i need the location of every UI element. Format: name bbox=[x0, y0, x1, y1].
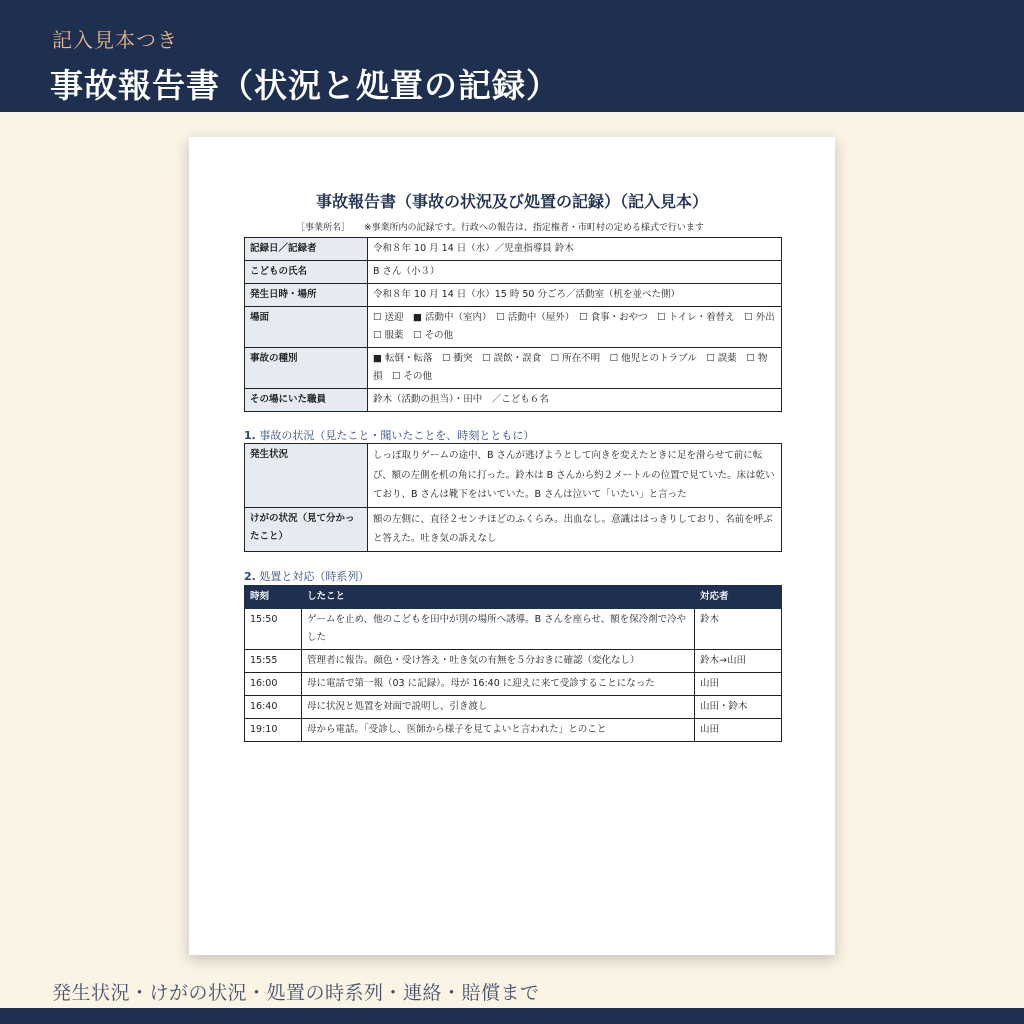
facility-note-text: ※事業所内の記録です。行政への報告は、指定権者・市町村の定める様式で行います bbox=[364, 223, 704, 233]
time-cell: 16:40 bbox=[245, 696, 302, 719]
staff-cell: 鈴木→山田 bbox=[695, 650, 782, 673]
table-row bbox=[245, 284, 782, 307]
info-label: 発生日時・場所 bbox=[245, 284, 368, 307]
time-cell: 19:10 bbox=[245, 719, 302, 742]
section-title: 処置と対応（時系列） bbox=[259, 570, 370, 583]
header-subtitle: 記入見本つき bbox=[52, 28, 178, 52]
table-row bbox=[245, 444, 782, 508]
document-preview bbox=[189, 137, 835, 955]
info-label: こどもの氏名 bbox=[245, 261, 368, 284]
situation-label: けがの状況（見て分かったこと） bbox=[245, 507, 368, 551]
table-header-row bbox=[245, 586, 782, 609]
document-title: 事故報告書（事故の状況及び処置の記録）（記入見本） bbox=[315, 192, 708, 211]
info-value: 令和８年 10 月 14 日（水）15 時 50 分ごろ／活動室（机を並べた側） bbox=[368, 284, 782, 307]
table-row bbox=[245, 696, 782, 719]
table-row bbox=[245, 719, 782, 742]
table-row bbox=[245, 238, 782, 261]
column-header: したこと bbox=[302, 586, 695, 609]
situation-value: しっぽ取りゲームの途中、B さんが逃げようとして向きを変えたときに足を滑らせて前に転び、額の左側を机の角に打った。鈴木は B さんから約２メートルの位置で見ていた。床は乾いており、B さんは靴下をはいていた。B さんは泣いて「いたい」と言った bbox=[368, 444, 782, 508]
section-heading bbox=[244, 568, 369, 584]
staff-cell: 鈴木 bbox=[695, 609, 782, 650]
action-cell: 母から電話。「受診し、医師から様子を見てよいと言われた」とのこと bbox=[302, 719, 695, 742]
table-row bbox=[245, 507, 782, 551]
time-cell: 16:00 bbox=[245, 673, 302, 696]
facility-label: ［事業所名］ bbox=[296, 223, 351, 233]
info-label: 場面 bbox=[245, 307, 368, 348]
footer-caption: 発生状況・けがの状況・処置の時系列・連絡・賠償まで bbox=[52, 982, 540, 1004]
header-bar bbox=[0, 0, 1024, 112]
action-cell: 母に状況と処置を対面で説明し、引き渡し bbox=[302, 696, 695, 719]
staff-cell: 山田 bbox=[695, 719, 782, 742]
action-cell: ゲームを止め、他のこどもを田中が別の場所へ誘導。B さんを座らせ、額を保冷剤で冷やした bbox=[302, 609, 695, 650]
time-cell: 15:50 bbox=[245, 609, 302, 650]
staff-cell: 山田 bbox=[695, 673, 782, 696]
section-heading bbox=[244, 427, 534, 443]
info-value: B さん（小３） bbox=[368, 261, 782, 284]
info-value: ■ 転倒・転落 ☐ 衝突 ☐ 誤飲・誤食 ☐ 所在不明 ☐ 他児とのトラブル ☐ 誤薬 ☐ 物損 ☐ その他 bbox=[368, 348, 782, 389]
situation-value: 額の左側に、直径２センチほどのふくらみ。出血なし。意識ははっきりしており、名前を呼ぶと答えた。吐き気の訴えなし bbox=[368, 507, 782, 551]
section-number: 1. bbox=[244, 429, 256, 442]
info-table bbox=[244, 237, 785, 412]
situation-table bbox=[244, 443, 782, 552]
table-row bbox=[245, 650, 782, 673]
table-row bbox=[245, 389, 782, 412]
header-title: 事故報告書（状況と処置の記録） bbox=[50, 66, 560, 105]
info-label: 事故の種別 bbox=[245, 348, 368, 389]
info-label: 記録日／記録者 bbox=[245, 238, 368, 261]
staff-cell: 山田・鈴木 bbox=[695, 696, 782, 719]
column-header: 対応者 bbox=[695, 586, 782, 609]
timeline-table bbox=[244, 585, 782, 742]
info-value: 鈴木（活動の担当）・田中 ／こども６名 bbox=[368, 389, 782, 412]
table-row bbox=[245, 609, 782, 650]
time-cell: 15:55 bbox=[245, 650, 302, 673]
table-row bbox=[245, 348, 782, 389]
table-row bbox=[245, 261, 782, 284]
table-row bbox=[245, 673, 782, 696]
section-number: 2. bbox=[244, 570, 256, 583]
action-cell: 母に電話で第一報（03 に記録）。母が 16:40 に迎えに来て受診することになった bbox=[302, 673, 695, 696]
section-title: 事故の状況（見たこと・聞いたことを、時刻とともに） bbox=[259, 429, 535, 442]
action-cell: 管理者に報告。顔色・受け答え・吐き気の有無を５分おきに確認（変化なし） bbox=[302, 650, 695, 673]
info-value: ☐ 送迎 ■ 活動中（室内） ☐ 活動中（屋外） ☐ 食事・おやつ ☐ トイレ・着替え ☐ 外出 ☐ 服薬 ☐ その他 bbox=[368, 307, 782, 348]
table-row bbox=[245, 307, 782, 348]
situation-label: 発生状況 bbox=[245, 444, 368, 508]
info-label: その場にいた職員 bbox=[245, 389, 368, 412]
footer-bar bbox=[0, 1008, 1024, 1024]
info-value: 令和８年 10 月 14 日（水）／児童指導員 鈴木 bbox=[368, 238, 782, 261]
column-header: 時刻 bbox=[245, 586, 302, 609]
facility-note bbox=[296, 220, 704, 233]
